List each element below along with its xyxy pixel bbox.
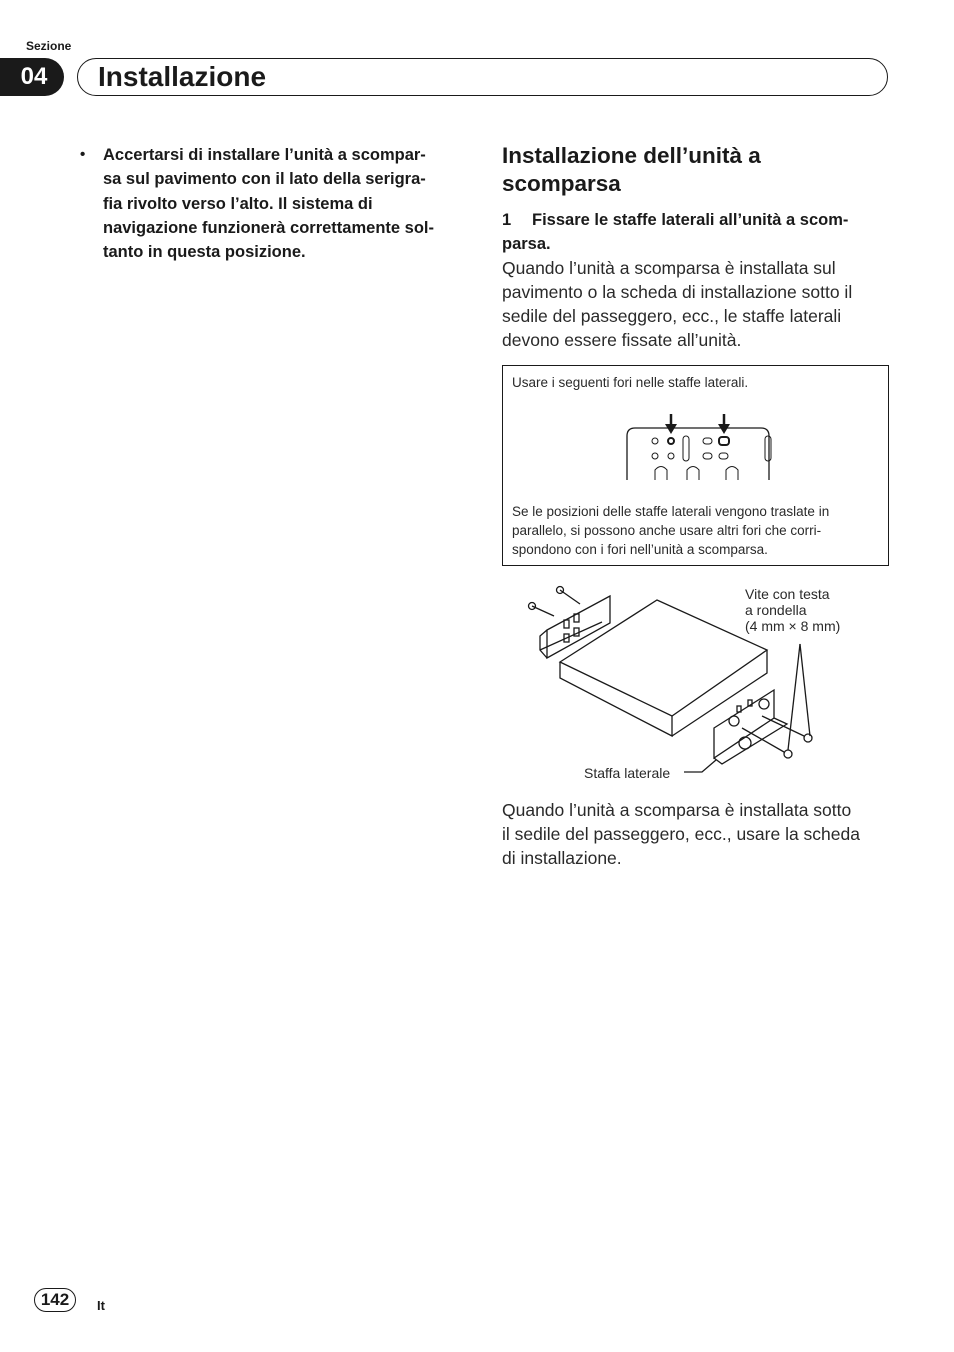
bullet-line: navigazione funzionerà correttamente sol-: [103, 218, 434, 237]
bullet-line: Accertarsi di installare l’unità a scompar-: [103, 146, 426, 164]
screw-label: [745, 586, 840, 634]
section-label: Sezione: [26, 39, 72, 53]
paragraph-line: di installazione.: [502, 848, 622, 868]
paragraph-line: devono essere fissate all’unità.: [502, 330, 742, 350]
notch: [655, 467, 667, 481]
step-text-line1: Fissare le staffe laterali all’unità a scom-: [532, 211, 849, 229]
note-box-bottom-text: [512, 502, 829, 559]
hole: [652, 453, 658, 459]
bullet-line: sa sul pavimento con il lato della serigra-: [103, 170, 426, 189]
heading-line: Installazione dell’unità a: [502, 143, 761, 168]
slot: [683, 436, 689, 461]
note-line: Se le posizioni delle staffe laterali vengono traslate in: [512, 504, 830, 519]
heading-line: scomparsa: [502, 171, 621, 196]
slot: [765, 436, 771, 461]
screw-label-line: a rondella: [745, 602, 807, 618]
paragraph-line: pavimento o la scheda di installazione sotto il: [502, 282, 853, 302]
bullet-paragraph: [103, 143, 463, 264]
notch: [726, 467, 738, 481]
assembly-figure: [502, 578, 889, 788]
notch: [687, 467, 699, 481]
note-box-top-text: Usare i seguenti fori nelle staffe laterali.: [512, 375, 749, 390]
section-number-badge: 04: [0, 58, 64, 96]
paragraph-line: Quando l’unità a scomparsa è installata sul: [502, 258, 836, 278]
step-text-line2: parsa.: [502, 235, 551, 253]
step-number: 1: [502, 211, 512, 229]
bullet-line: fia rivolto verso l’alto. Il sistema di: [103, 194, 373, 213]
paragraph-line: Quando l’unità a scomparsa è installata sotto: [502, 800, 852, 820]
oval-hole-highlighted: [719, 437, 729, 445]
arrow-down-icon: [665, 414, 677, 434]
note-line: parallelo, si possono anche usare altri fori che corri-: [512, 523, 822, 538]
paragraph-line: il sedile del passeggero, ecc., usare la scheda: [502, 824, 860, 844]
language-code: It: [97, 1298, 105, 1313]
screw-label-line: Vite con testa: [745, 586, 830, 602]
screw-label-line: (4 mm × 8 mm): [745, 618, 841, 634]
chapter-title: Installazione: [98, 61, 267, 92]
hole: [668, 453, 674, 459]
paragraph-floor-install: [502, 256, 892, 352]
oval-hole: [703, 438, 712, 444]
paragraph-line: sedile del passeggero, ecc., le staffe laterali: [502, 306, 842, 326]
hole-highlighted: [668, 438, 674, 444]
paragraph-seat-install: [502, 798, 892, 870]
bullet-line: tanto in questa posizione.: [103, 243, 306, 262]
oval-hole: [719, 453, 728, 459]
chapter-title-bar: [77, 58, 888, 96]
note-line: spondono con i fori nell’unità a scomparsa.: [512, 542, 768, 557]
note-box: [502, 365, 889, 566]
hole: [652, 438, 658, 444]
bracket-outline: [627, 428, 769, 480]
arrow-down-icon: [718, 414, 730, 434]
section-heading: [502, 142, 882, 198]
bullet-marker: •: [80, 146, 86, 163]
bracket-label: Staffa laterale: [584, 765, 671, 781]
step-instruction: [502, 208, 892, 256]
page-number: 142: [34, 1288, 76, 1312]
oval-hole: [703, 453, 712, 459]
